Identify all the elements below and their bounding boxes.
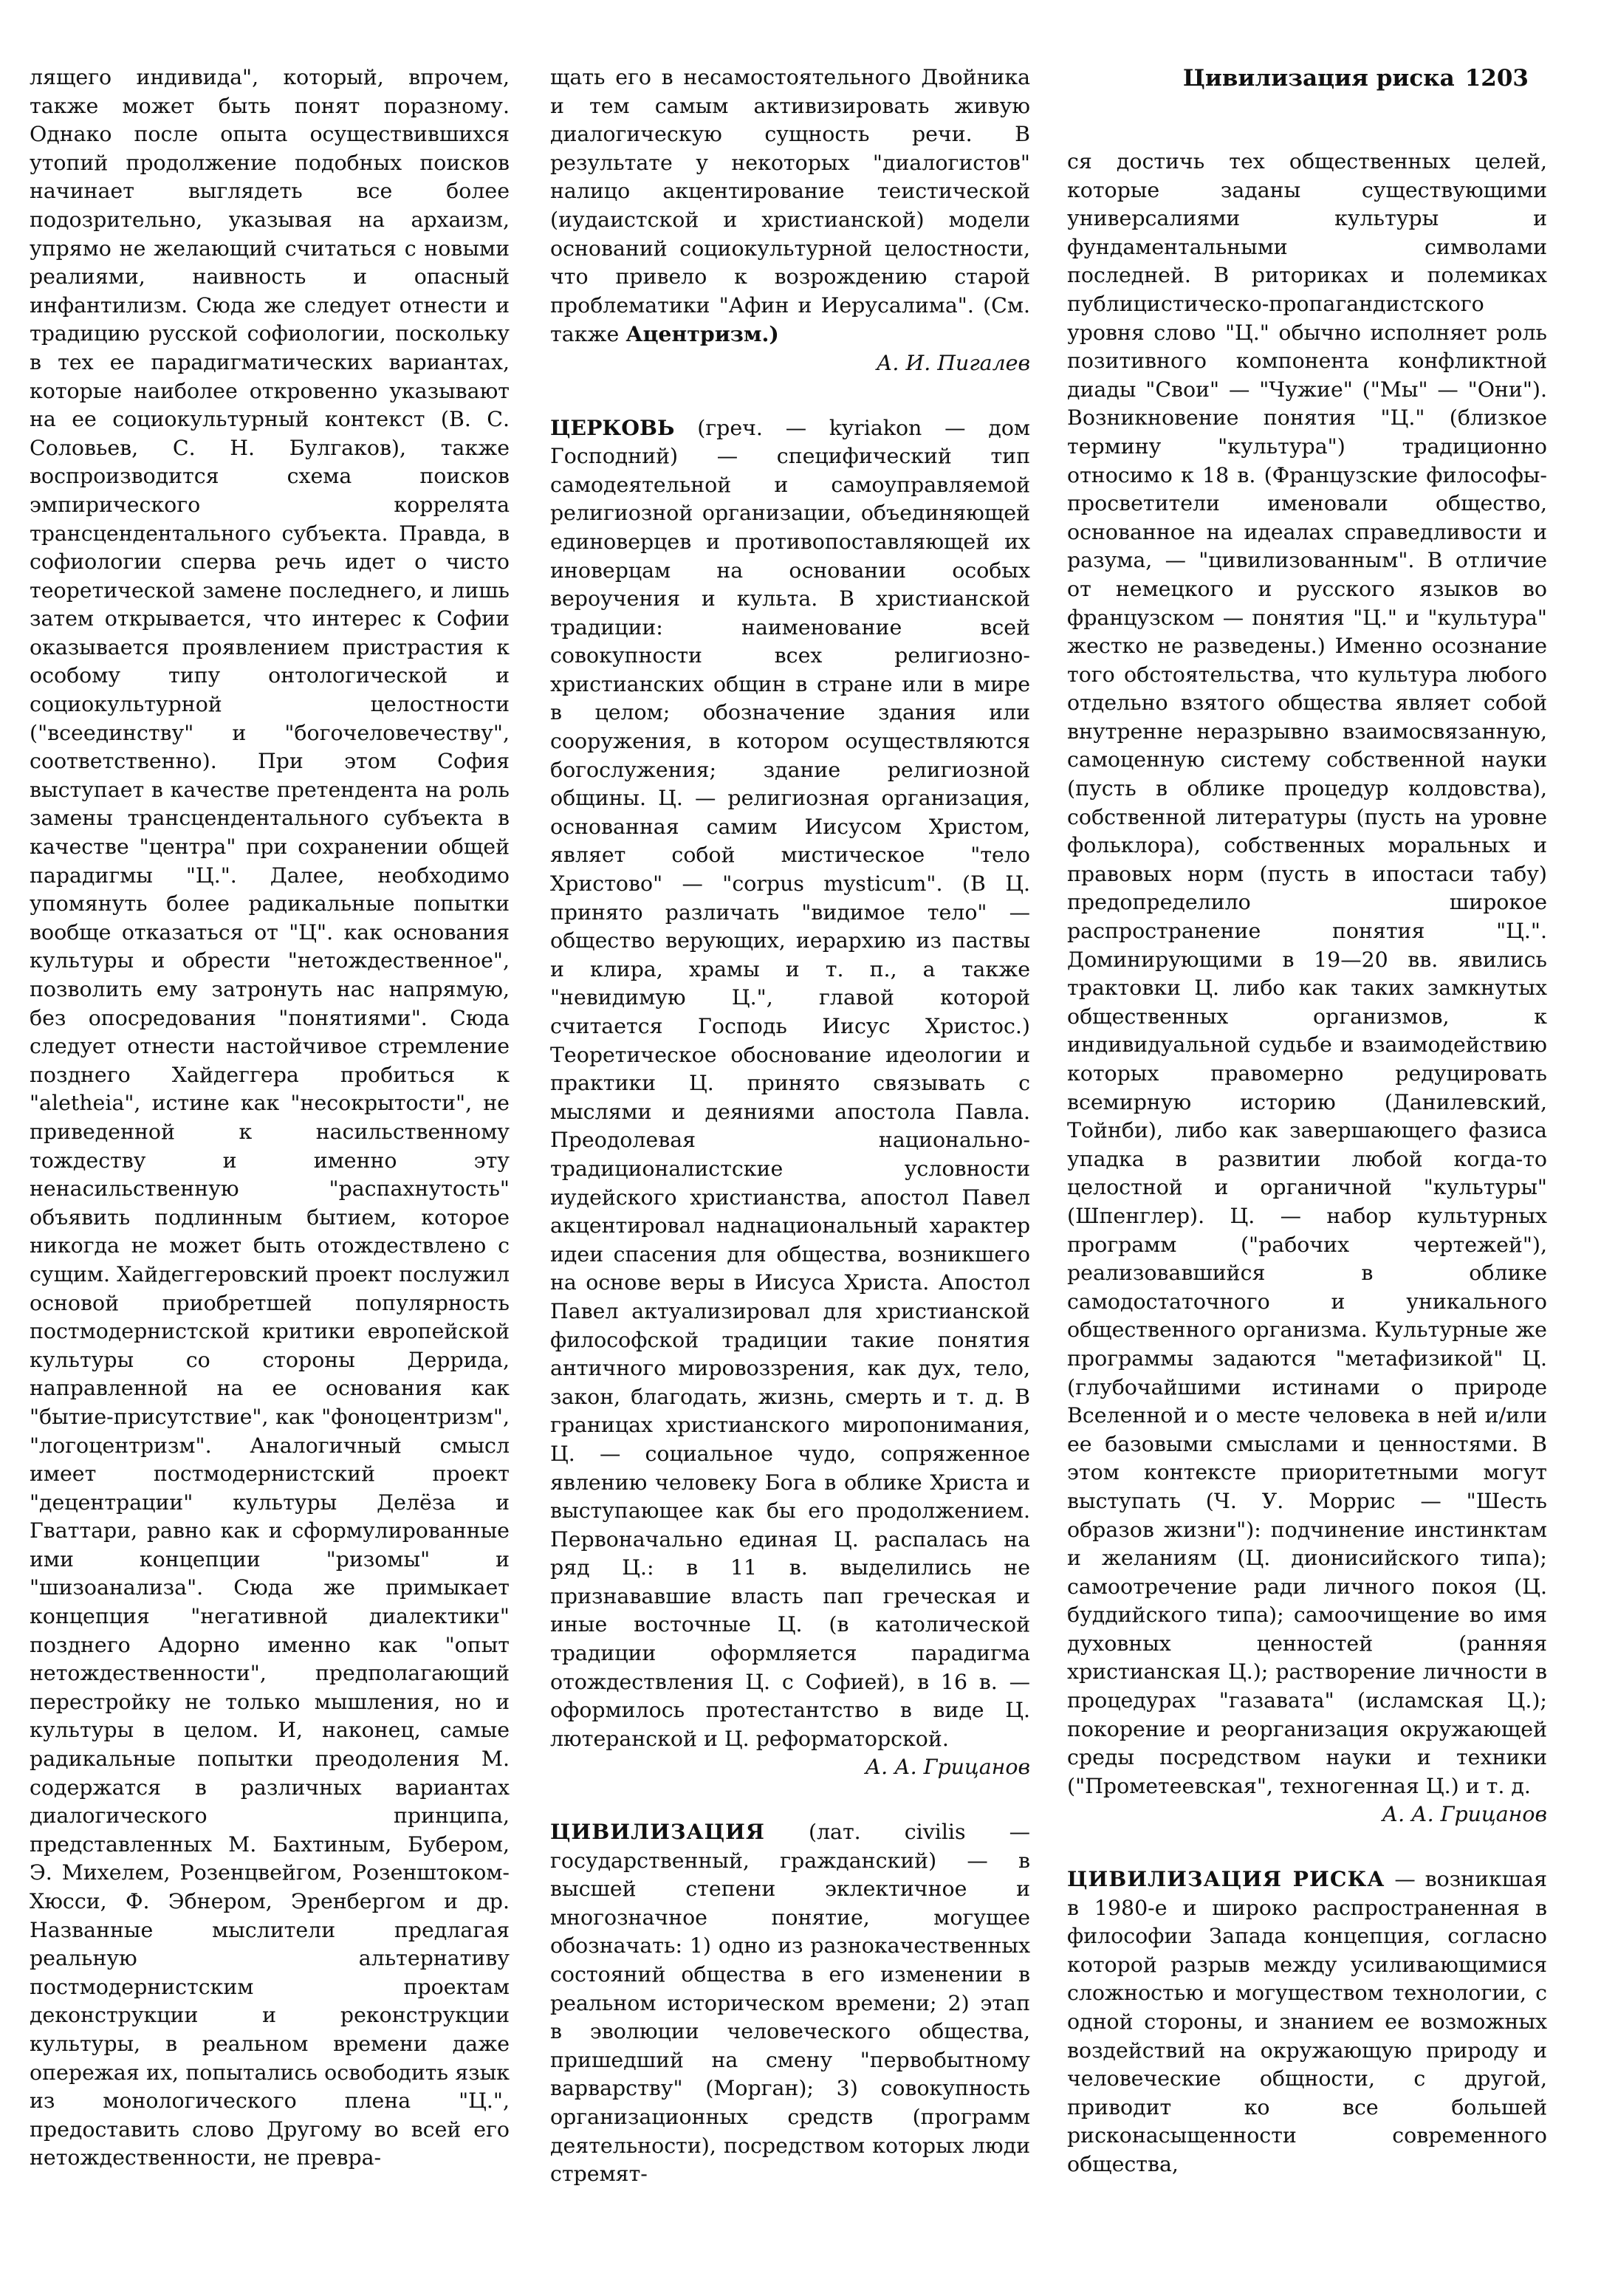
paragraph-continued: ся достичь тех общественных целей, которые заданы существующими универсалиями культуры и фундаментальными символами последней. В риториках и полемиках публицистическо-пропагандистского уровня слово "Ц." обычно исполняет роль позитивного компонента конфликтной диады "Свои" — "Чужие" ("Мы" — "Они"). Возникновение понятия "Ц." (близкое термину "культура") традиционно относимо к 18 в. (Французские философы-просветители именовали общество, основанное на идеалах справедливости и разума, — "цивилизованным". В отличие от немецкого и русского языков во французском — понятия "Ц." и "культура" жестко не разведены.) Именно осознание того обстоятельства, что культура любого отдельно взятого общества являет собой внутренне неразрывно взаимосвязанную, самоценную систему собственной науки (пусть в облике процедур колдовства), собственной литературы (пусть на уровне фольклора), собственных моральных и правовых норм (пусть в ипостаси табу) предопределило широкое распространение понятия "Ц.". Доминирующими в 19—20 вв. явились трактовки Ц. либо как таких замкнутых общественных организмов, к индивидуальной судьбе и взаимодействию которых правомерно редуцировать всемирную историю (Данилевский, Тойнби), либо как завершающего фазиса упадка в развитии любой когда-то целостной и органичной "культуры" (Шпенглер). Ц. — набор культурных программ ("рабочих чертежей"), реализовавшийся в облике самодостаточного и уникального общественного организма. Культурные же программы задаются "метафизикой" Ц. (глубочайшими истинами о природе Вселенной и о месте человека в ней и/или ее базовыми смыслами и ценностями. В этом контексте приоритетными могут выступать (Ч. У. Моррис — "Шесть образов жизни"): подчинение инстинктам и желаниям (Ц. дионисийского типа); самоотречение ради личного покоя (Ц. буддийского типа); самоочищение во имя духовных ценностей (ранняя христианская Ц.); растворение личности в процедурах "газавата" (исламская Ц.); покорение и реорганизация окружающей среды посредством науки и техники ("Прометеевская", техногенная Ц.) и т. д. bbox=[1067, 149, 1547, 1798]
entry-text: — возникшая в 1980-е и широко распространенная в философии Запада концепция, согласно которой разрыв между усиливающимися сложностью и могуществом технологии, с одной стороны, и знанием ее возможных воздействий на окружающую природу и человеческие общности, с другой, приводит ко все большей рисконасыщенности современного общества, bbox=[1067, 1867, 1547, 2176]
spacer bbox=[1067, 1829, 1547, 1865]
author-signature: А. А. Грицанов bbox=[1382, 1802, 1547, 1827]
header-title: Цивилизация риска bbox=[1182, 65, 1455, 92]
paragraph-continued: лящего индивида", который, впрочем, также может быть понят поразному. Однако после опыта осуществившихся утопий продолжение подобных поисков начинает выглядеть все более подозрительно, указывая на архаизм, упрямо не желающий считаться с новыми реалиями, наивность и опасный инфантилизм. Сюда же следует отнести и традицию русской софиологии, поскольку в тех ее парадигматических вариантах, которые наиболее откровенно указывают на ее социокультурный контекст (В. С. Соловьев, С. Н. Булгаков), также воспроизводится схема поисков эмпирического коррелята трансцендентального субъекта. Правда, в софиологии сперва речь идет о чисто теоретической замене последнего, и лишь затем открывается, что интерес к Софии оказывается проявлением пристрастия к особому типу онтологической и социокультурной целостности ("всеединству" и "богочеловечеству", соответственно). При этом София выступает в качестве претендента на роль замены трансцендентального субъекта в качестве "центра" при сохранении общей парадигмы "Ц.". Далее, необходимо упомянуть более радикальные попытки вообще отказаться от "Ц". как основания культуры и обрести "нетождественное", позволить ему затронуть нас напрямую, без опосредования "понятиями". Сюда следует отнести настойчивое стремление позднего Хайдеггера пробиться к "aletheia", истине как "несокрытости", не приведенной к насильственному тождеству и именно эту ненасильственную "распахнутость" объявить подлинным бытием, которое никогда не может быть отождествлено с сущим. Хайдеггеровский проект послужил основой приобретшей популярность постмодернистской критики европейской культуры со стороны Деррида, направленной на ее основания как "бытие-присутствие", как "фоноцентризм", "логоцентризм". Аналогичный смысл имеет постмодернистский проект "децентрации" культуры Делёза и Гваттари, равно как и сформулированные ими концепции "ризомы" и "шизоанализа". Сюда же примыкает концепция "негативной диалектики" позднего Адорно именно как "опыт нетождественности", предполагающий перестройку не только мышления, но и культуры в целом. И, наконец, самые радикальные попытки преодоления М. содержатся в различных вариантах диалогического принципа, представленных М. Бахтиным, Бубером, Э. Михелем, Розенцвейгом, Розенштоком-Хюсси, Ф. Эбнером, Эренбергом и др. Названные мыслители предлагая реальную альтернативу постмодернистским проектам деконструкции и реконструкции культуры, в реальном времени даже опережая их, попытались освободить язык из монологического плена "Ц.", предоставить слово Другому во всей его нетождественности, не превра- bbox=[30, 65, 510, 2170]
entry-risk-civilization bbox=[1067, 1865, 1547, 2179]
entry-text: (греч. — kyriakon — дом Господний) — специфический тип самодеятельной и самоуправляемой религиозной организации, объединяющей единоверцев и противопоставляющей их иноверцам на основании особых вероучения и культа. В христианской традиции: наименование всей совокупности всех религиозно-христианских общин в стране или в мире в целом; обозначение здания или сооружения, в котором осуществляются богослужения; здание религиозной общины. Ц. — религиозная организация, основанная самим Иисусом Христом, являет собой мистическое "тело Христово" — "corpus mysticum". (В Ц. принято различать "видимое тело" — общество верующих, иерархию из паствы и клира, храмы и т. п., а также "невидимую Ц.", главой которой считается Господь Иисус Христос.) Теоретическое обоснование идеологии и практики Ц. принято связывать с мыслями и деяниями апостола Павла. Преодолевая национально-традиционалистские условности иудейского христианства, апостол Павел акцентировал наднациональный характер идеи спасения для общества, возникшего на основе веры в Иисуса Христа. Апостол Павел актуализировал для христианской философской традиции такие понятия античного мировоззрения, как дух, тело, закон, благодать, жизнь, смерть и т. д. В границах христианского миропонимания, Ц. — социальное чудо, сопряженное явлению человеку Бога в облике Христа и выступающее как бы его продолжением. Первоначально единая Ц. распалась на ряд Ц.: в 11 в. выделились не признававшие власть пап греческая и иные восточные Ц. (в католической традиции оформляется парадигма отождествления Ц. с Софией), в 16 в. — оформилось протестантство в виде Ц. лютеранской и Ц. реформаторской. bbox=[550, 415, 1030, 1751]
author-signature: А. И. Пигалев bbox=[876, 350, 1030, 375]
running-header bbox=[1182, 65, 1529, 109]
entry-term: ЦИВИЛИЗАЦИЯ bbox=[550, 1819, 765, 1845]
entry-term: ЦЕРКОВЬ bbox=[550, 414, 675, 440]
cross-reference: Ацентризм.) bbox=[625, 321, 779, 347]
entry-civilization bbox=[550, 1817, 1030, 2189]
column-3 bbox=[1067, 148, 1547, 2275]
paragraph-continued bbox=[550, 64, 1030, 349]
page-number: 1203 bbox=[1464, 65, 1529, 92]
spacer bbox=[550, 378, 1030, 414]
entry-text: (лат. civilis — государственный, гражданский) — в высшей степени эклектичное и многозначное понятие, могущее обозначать: 1) одно из разнокачественных состояний общества в его изменении в реальном историческом времени; 2) этап в эволюции человеческого общества, пришедший на смену "первобытному варварству" (Морган); 3) совокупность организационных средств (программ деятельности), посредством которых люди стремят- bbox=[550, 1820, 1030, 2187]
column-2 bbox=[550, 64, 1030, 2272]
paragraph-text: щать его в несамостоятельного Двойника и тем самым активизировать живую диалогическую сущность речи. В результате у некоторых "диалогистов" налицо акцентирование теистической (иудаистской и христианской) модели оснований социокультурной целостности, что привело к возрождению старой проблематики "Афин и Иерусалима". (См. также bbox=[550, 65, 1030, 347]
column-1 bbox=[30, 64, 510, 2272]
entry-church bbox=[550, 414, 1030, 1754]
entry-term: ЦИВИЛИЗАЦИЯ РИСКА bbox=[1067, 1866, 1385, 1892]
author-signature: А. А. Грицанов bbox=[865, 1755, 1030, 1780]
spacer bbox=[550, 1782, 1030, 1817]
